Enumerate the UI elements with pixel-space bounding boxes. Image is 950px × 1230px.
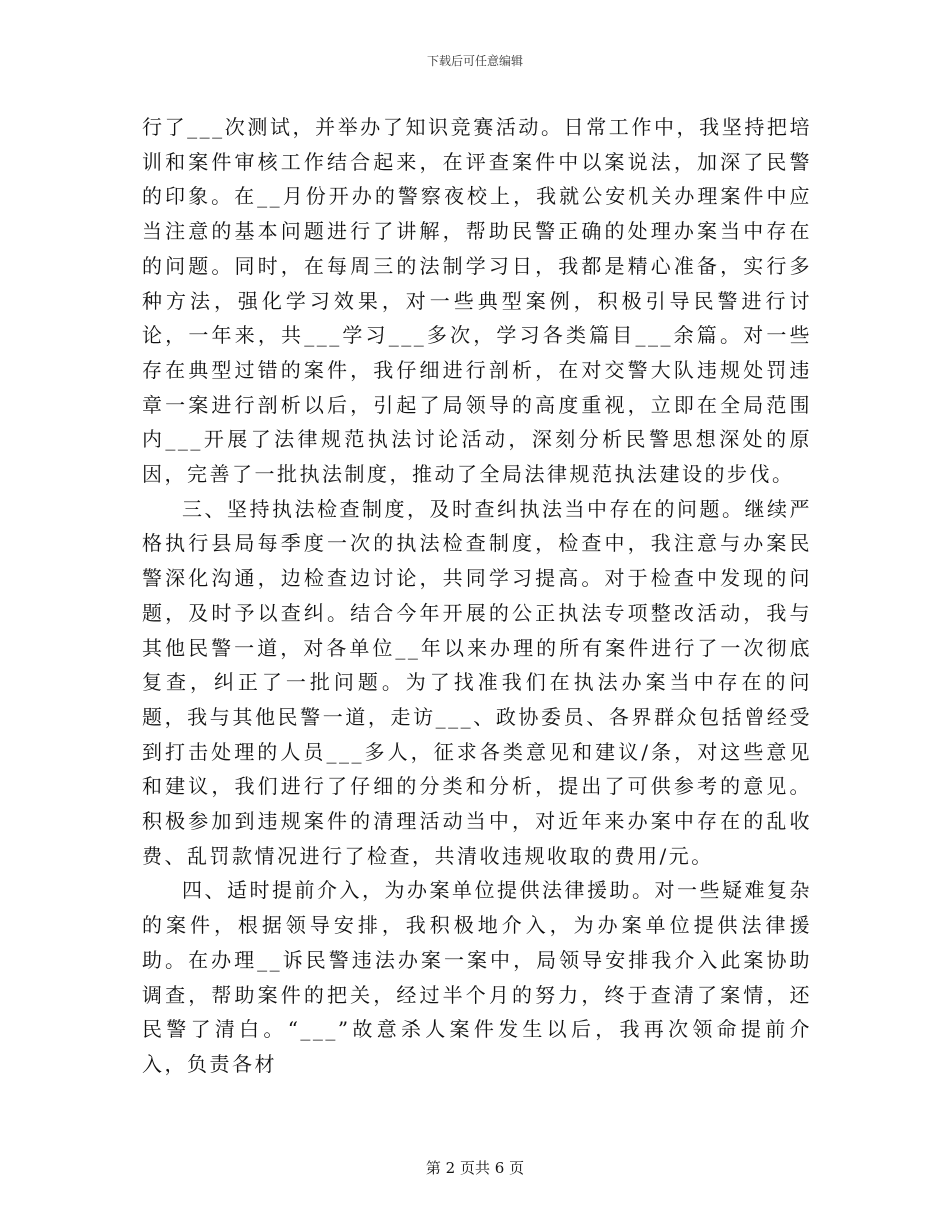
- paragraph-section-four: 四、适时提前介入，为办案单位提供法律援助。对一些疑难复杂的案件，根据领导安排，我积极地介入，为办案单位提供法律援助。在办理__诉民警违法办案一案中，局领导安排我介入此案协助调查，帮助案件的把关，经过半个月的努力，终于查清了案情，还民警了清白。“___”故意杀人案件发生以后，我再次领命提前介入，负责各材: [142, 878, 812, 1076]
- paragraph-section-three: 三、坚持执法检查制度，及时查纠执法当中存在的问题。继续严格执行县局每季度一次的执法检查制度，检查中，我注意与办案民警深化沟通，边检查边讨论，共同学习提高。对于检查中发现的问题，及时予以查纠。结合今年开展的公正执法专项整改活动，我与其他民警一道，对各单位__年以来办理的所有案件进行了一次彻底复查，纠正了一批问题。为了找准我们在执法办案当中存在的问题，我与其他民警一道，走访___、政协委员、各界群众包括曾经受到打击处理的人员___多人，征求各类意见和建议/条，对这些意见和建议，我们进行了仔细的分类和分析，提出了可供参考的意见。积极参加到违规案件的清理活动当中，对近年来办案中存在的乱收费、乱罚款情况进行了检查，共清收违规收取的费用/元。: [142, 496, 812, 868]
- page-number: 第 2 页共 6 页: [425, 1159, 525, 1177]
- page-header: 下载后可任意编辑: [426, 54, 523, 68]
- document-body: [142, 110, 812, 1082]
- paragraph-continuation: 行了___次测试，并举办了知识竞赛活动。日常工作中，我坚持把培训和案件审核工作结合起来，在评查案件中以案说法，加深了民警的印象。在__月份开办的警察夜校上，我就公安机关办理案件中应当注意的基本问题进行了讲解，帮助民警正确的处理办案当中存在的问题。同时，在每周三的法制学习日，我都是精心准备，实行多种方法，强化学习效果，对一些典型案例，积极引导民警进行讨论，一年来，共___学习___多次，学习各类篇目___余篇。对一些存在典型过错的案件，我仔细进行剖析，在对交警大队违规处罚违章一案进行剖析以后，引起了局领导的高度重视，立即在全局范围内___开展了法律规范执法讨论活动，深刻分析民警思想深处的原因，完善了一批执法制度，推动了全局法律规范执法建设的步伐。: [142, 115, 812, 487]
